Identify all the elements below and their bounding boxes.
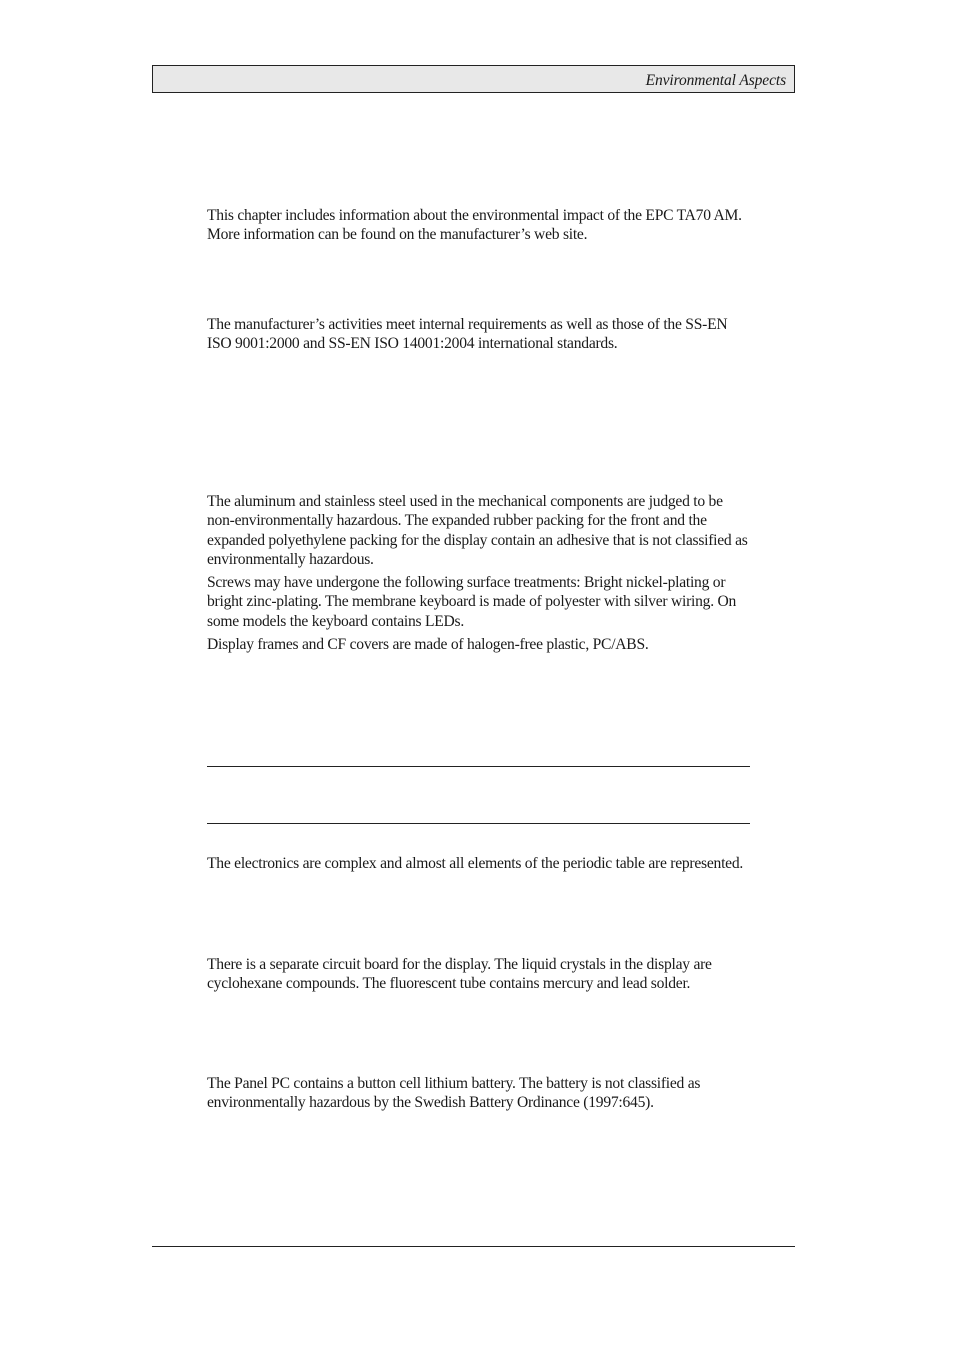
- table-bottom-rule: [207, 823, 750, 824]
- paragraph-battery: The Panel PC contains a button cell lithium battery. The battery is not classified as environmentally hazardous by the Swedish Battery Ordinance (1997:645).: [207, 1075, 701, 1112]
- running-header: [152, 65, 795, 93]
- paragraph-screws: Screws may have undergone the following surface treatments: Bright nickel-plating or bright zinc-plating. The membrane keyboard is made of polyester with silver wiring. On some models the keyboard contains LEDs.: [207, 574, 737, 630]
- paragraph-mechanical: The aluminum and stainless steel used in the mechanical components are judged to be non-environmentally hazardous. The expanded rubber packing for the front and the expanded polyethylene packing for the display contain an adhesive that is not classified as environmentally hazardous.: [207, 493, 748, 568]
- paragraph-standards: The manufacturer’s activities meet internal requirements as well as those of the SS-EN ISO 9001:2000 and SS-EN ISO 14001:2004 international standards.: [207, 316, 728, 353]
- table-top-rule: [207, 766, 750, 767]
- header-title: Environmental Aspects: [645, 72, 786, 89]
- paragraph-display: There is a separate circuit board for the display. The liquid crystals in the display are cyclohexane compounds. The fluorescent tube contains mercury and lead solder.: [207, 956, 712, 993]
- paragraph-electronics: The electronics are complex and almost all elements of the periodic table are represented.: [207, 855, 744, 872]
- paragraph-frames: Display frames and CF covers are made of halogen-free plastic, PC/ABS.: [207, 636, 649, 653]
- paragraph-intro: This chapter includes information about the environmental impact of the EPC TA70 AM. More information can be found on the manufacturer’s web site.: [207, 207, 742, 244]
- footer-rule: [152, 1246, 795, 1247]
